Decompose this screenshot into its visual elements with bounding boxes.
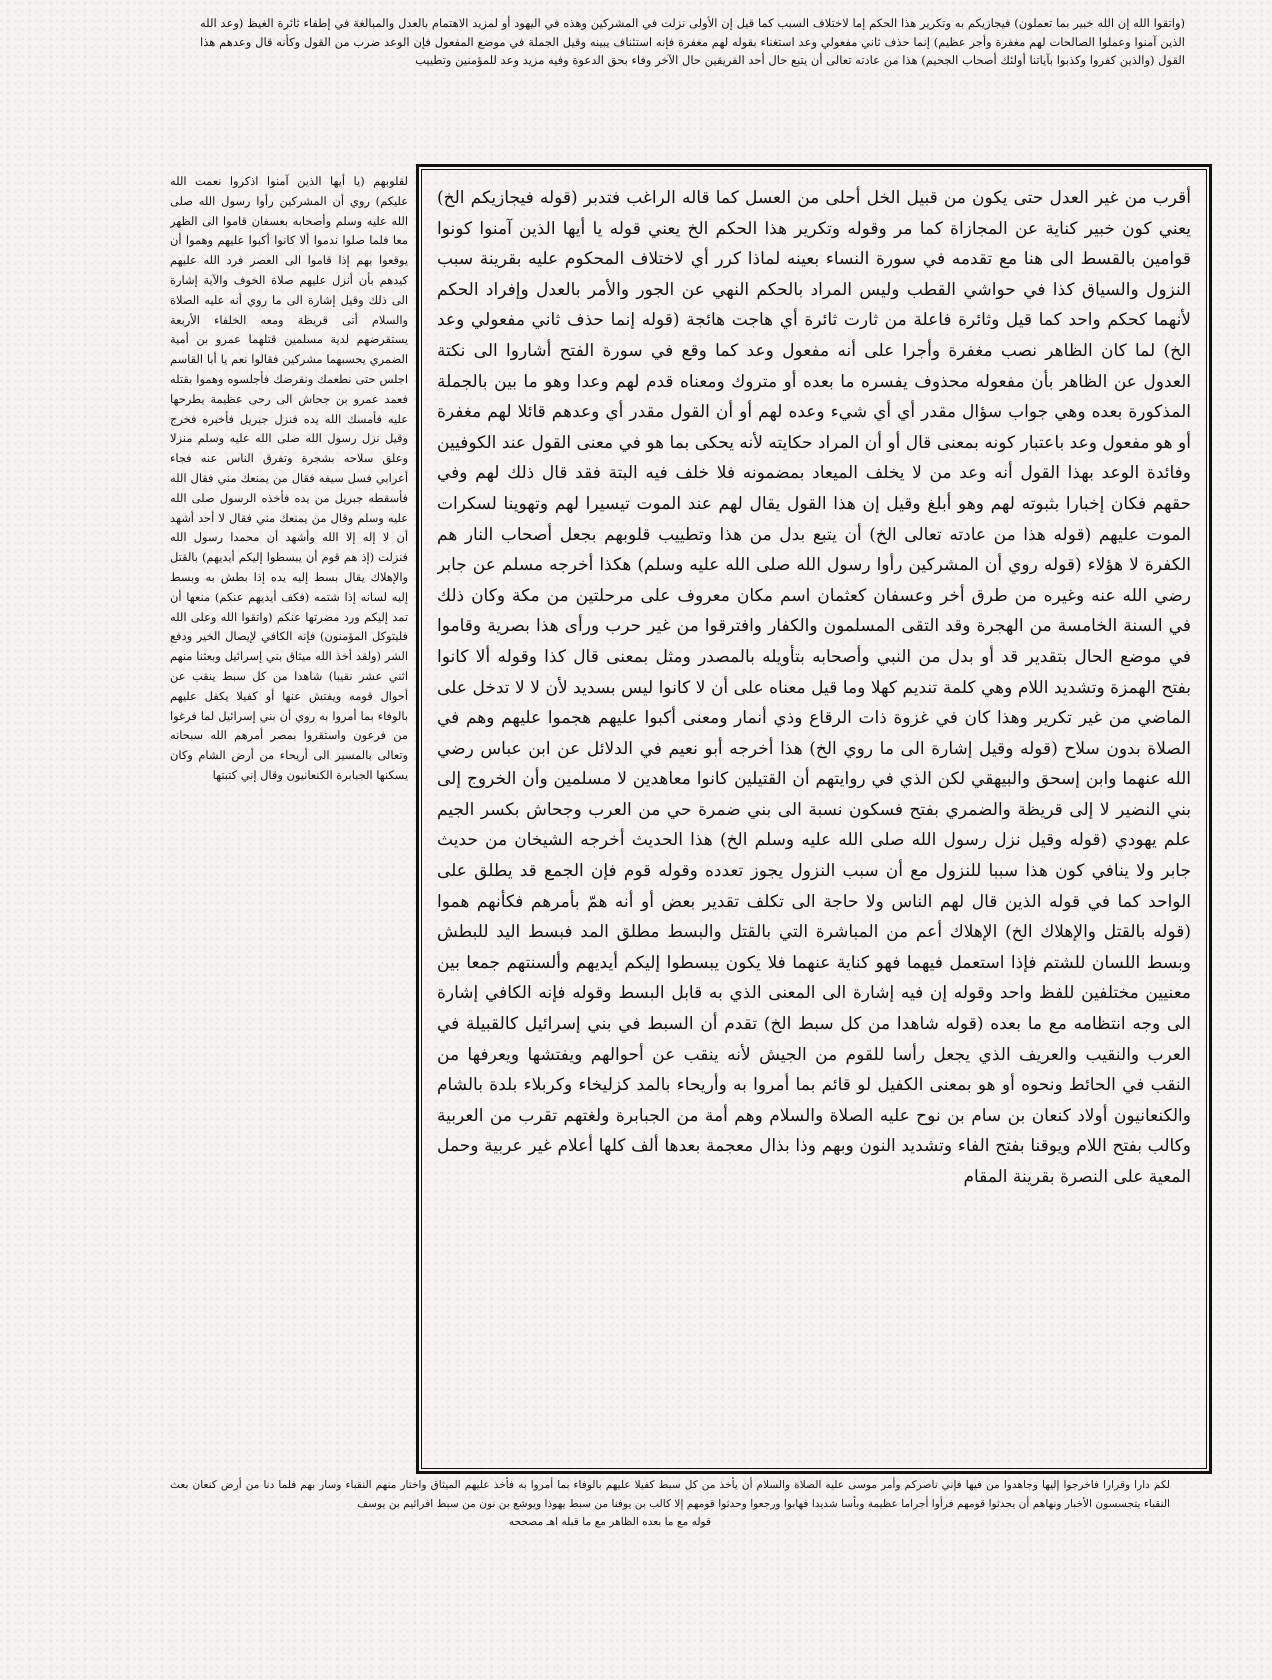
- top-commentary-paragraph: (واتقوا الله إن الله خبير بما تعملون) فيجازيكم به وتكرير هذا الحكم إما لاختلاف السبب كما قيل إن الأولى نزلت في المشركين وهذه في اليهود أو لمزيد الاهتمام بالعدل والمبالغة في إطفاء ثائرة الغيظ (وعد الله الذين آمنوا وعملوا الصالحات لهم مغفرة وأجر عظيم) إنما حذف ثاني مفعولي وعد استغناء بقوله لهم مغفرة فإنه استئناف يبينه وقيل الجملة في موضع المفعول فإن الوعد ضرب من القول وكأنه قال وعدهم هذا القول (والذين كفروا وكذبوا بآياتنا أولئك أصحاب الجحيم) هذا من عادته تعالى أن يتبع حال أحد الفريقين حال الآخر وفاء بحق الدعوة وفيه مزيد وعد للمؤمنين وتطييب: [200, 16, 1185, 67]
- main-text-paragraph: أقرب من غير العدل حتى يكون من قبيل الخل أحلى من العسل كما قاله الراغب فتدبر (قوله فيجازيكم الخ) يعني كون خبير كناية عن المجازاة كما مر وقوله وتكرير هذا الحكم الخ يعني قوله يا أيها الذين آمنوا كونوا قوامين بالقسط الى هنا مع تقدمه في سورة النساء بعينه لماذا كرر أي لاختلاف المحكوم عليه بقرينة سبب النزول والسياق كذا في حواشي القطب وليس المراد بالحكم النهي عن الجور والأمر بالعدل وإفراد الحكم لأنهما كحكم واحد كما قيل وثائرة فاعلة من ثارت ثائرة أي هاجت هائجة (قوله إنما حذف ثاني مفعولي وعد الخ) لما كان الظاهر نصب مغفرة وأجرا على أنه مفعول وعد كما وقع في سورة الفتح أشاروا الى نكتة العدول عن الظاهر بأن مفعوله محذوف يفسره ما بعده أو متروك ومعناه قدم لهم وعدا وهو ما بين بالجملة المذكورة بعده وهي جواب سؤال مقدر أي أي شيء وعده لهم أو أن القول مقدر أي وعدهم قائلا لهم مغفرة أو هو مفعول وعد باعتبار كونه بمعنى قال أو أن المراد حكايته لأنه يحكى بما هو في معنى القول عند الكوفيين وفائدة الوعد بهذا القول أنه وعد من لا يخلف الميعاد بمضمونه فلا خلف فيه البتة فقد قال ذلك لهم وفي حقهم فكان إخبارا بثبوته لهم وهو أبلغ وقيل إن هذا القول يقال لهم عند الموت تيسيرا لهم وتهوينا لسكرات الموت عليهم (قوله هذا من عادته تعالى الخ) أن يتبع بدل من هذا وتطييب قلوبهم بجعل أصحاب النار هم الكفرة لا هؤلاء (قوله روي أن المشركين رأوا رسول الله صلى الله عليه وسلم) هكذا أخرجه مسلم عن جابر رضي الله عنه وغيره من طرق أخر وعسفان كعثمان اسم مكان معروف على مرحلتين من مكة وكان ذلك في السنة الخامسة من الهجرة وقد التقى المسلمون والكفار وافترقوا من غير حرب ورأى هذا بصرية وقاموا في موضع الحال بتقدير قد أو بدل من النبي وأصحابه بتأويله بالمصدر ومثل بمعنى قال كذا وقوله ألا كانوا بفتح الهمزة وتشديد اللام وهي كلمة تنديم كهلا وما قيل معناه على أن لا كانوا ليس بسديد لأن لا لا تدخل على الماضي من غير تكرير وهذا كان في غزوة ذات الرقاع وذي أنمار ومعنى أكبوا عليهم هجموا عليهم وهم في الصلاة بدون سلاح (قوله وقيل إشارة الى ما روي الخ) هذا أخرجه أبو نعيم في الدلائل عن ابن عباس رضي الله عنهما وابن إسحق والبيهقي لكن الذي في روايتهم أن القتيلين كانوا معاهدين لا مسلمين وأن الخروج إلى بني النضير لا إلى قريظة والضمري بفتح فسكون نسبة الى بني ضمرة حي من العرب وجحاش بكسر الجيم علم يهودي (قوله وقيل نزل رسول الله صلى الله عليه وسلم الخ) هذا الحديث أخرجه الشيخان من حديث جابر ولا ينافي كون هذا سببا للنزول مع أن سبب النزول يجوز تعدده وقوله قوم فإن الجمع قد يطلق على الواحد كما في قوله الذين قال لهم الناس ولا حاجة الى تكلف تقدير بعض أو أنه همّ بأمرهم فكأنهم هموا (قوله بالقتل والإهلاك الخ) الإهلاك أعم من المباشرة التي بالقتل والبسط مطلق المد فبسط اليد للبطش وبسط اللسان للشتم فإذا استعمل فيهما فهو كناية عنهما فلا يكون يبسطوا إليكم أيديهم وألسنتهم جمعا بين معنيين مختلفين للفظ واحد وقوله إن فيه إشارة الى المعنى الذي به قابل البسط وقوله فإنه الكافي إشارة الى وجه انتظامه مع ما بعده (قوله شاهدا من كل سبط الخ) تقدم أن السبط في بني إسرائيل كالقبيلة في العرب والنقيب والعريف الذي يجعل رأسا للقوم من الجيش لأنه ينقب عن أحوالهم ويفتشها ويعرفها من النقب في الحائط ونحوه أو هو بمعنى الكفيل لو قائم بما أمروا به وأريحاء بالمد كزليخاء وكربلاء بلدة بالشام والكنعانيون أولاد كنعان بن سام بن نوح عليه الصلاة والسلام وهم أمة من الجبابرة ولغتهم تقرب من العربية وكالب بفتح اللام ويوقنا بفتح الفاء وتشديد النون وبهم وذا بذال معجمة بعدها ألف كلها أعلام غير عربية وحمل المعية على النصرة بقرينة المقام: [437, 188, 1191, 1187]
- bottom-notes-paragraph: لكم دارا وقرارا فاخرجوا إليها وجاهدوا من فيها فإني ناصركم وأمر موسى عليه الصلاة والسلام أن يأخذ من كل سبط كفيلا عليهم بالوفاء بما أمروا به فأخذ عليهم الميثاق واختار منهم النقباء وسار بهم فلما دنا من أرض كنعان بعث النقباء يتجسسون الأخبار ونهاهم أن يحدثوا قومهم فرأوا أجراما عظيمة وبأسا شديدا فهابوا ورجعوا وحدثوا قومهم إلا كالب بن يوفنا من سبط يهوذا ويوشع بن نون من سبط افرائيم بن يوسف: [170, 1479, 1170, 1510]
- bottom-notes-block: [170, 1476, 1170, 1572]
- main-text-body: [437, 183, 1191, 1457]
- top-commentary-block: [200, 14, 1185, 164]
- footnote-line: قوله مع ما بعده الظاهر مع ما قبله اهـ مصححه: [508, 1516, 712, 1528]
- main-text-frame: [416, 164, 1212, 1474]
- side-gloss-paragraph: لقلوبهم (يا أيها الذين آمنوا اذكروا نعمت الله عليكم) روي أن المشركين رأوا رسول الله صلى الله عليه وسلم وأصحابه بعسفان قاموا الى الظهر معا فلما صلوا ندموا ألا كانوا أكبوا عليهم وهموا أن يوقعوا بهم إذا قاموا الى العصر فرد الله عليهم كيدهم بأن أنزل عليهم صلاة الخوف والآية إشارة الى ذلك وقيل إشارة الى ما روي أنه عليه الصلاة والسلام أتى قريظة ومعه الخلفاء الأربعة يستقرضهم لدية مسلمين قتلهما عمرو بن أمية الضمري يحسبهما مشركين فقالوا نعم يا أبا القاسم اجلس حتى نطعمك ونقرضك فأجلسوه وهموا بقتله فعمد عمرو بن جحاش الى رحى عظيمة يطرحها عليه فأمسك الله يده فنزل جبريل فأخبره فخرج وقيل نزل رسول الله صلى الله عليه وسلم منزلا وعلق سلاحه بشجرة وتفرق الناس عنه فجاء أعرابي فسل سيفه فقال من يمنعك مني فقال الله فأسقطه جبريل من يده فأخذه الرسول صلى الله عليه وسلم وقال من يمنعك مني فقال لا أحد أشهد أن لا إله إلا الله وأشهد أن محمدا رسول الله فنزلت (إذ هم قوم أن يبسطوا إليكم أيديهم) بالقتل والإهلاك يقال بسط إليه يده إذا بطش به وبسط إليه لسانه إذا شتمه (فكف أيديهم عنكم) منعها أن تمد إليكم ورد مضرتها عنكم (واتقوا الله وعلى الله فليتوكل المؤمنون) فإنه الكافي لإيصال الخير ودفع الشر (ولقد أخذ الله ميثاق بني إسرائيل وبعثنا منهم اثني عشر نقيبا) شاهدا من كل سبط ينقب عن أحوال قومه ويفتش عنها أو كفيلا يكفل عليهم بالوفاء بما أمروا به روي أن بني إسرائيل لما فرغوا من فرعون واستقروا بمصر أمرهم الله سبحانه وتعالى بالمسير الى أريحاء من أرض الشام وكان يسكنها الجبابرة الكنعانيون وقال إني كتبتها: [170, 174, 408, 782]
- side-gloss-column: [170, 172, 408, 1467]
